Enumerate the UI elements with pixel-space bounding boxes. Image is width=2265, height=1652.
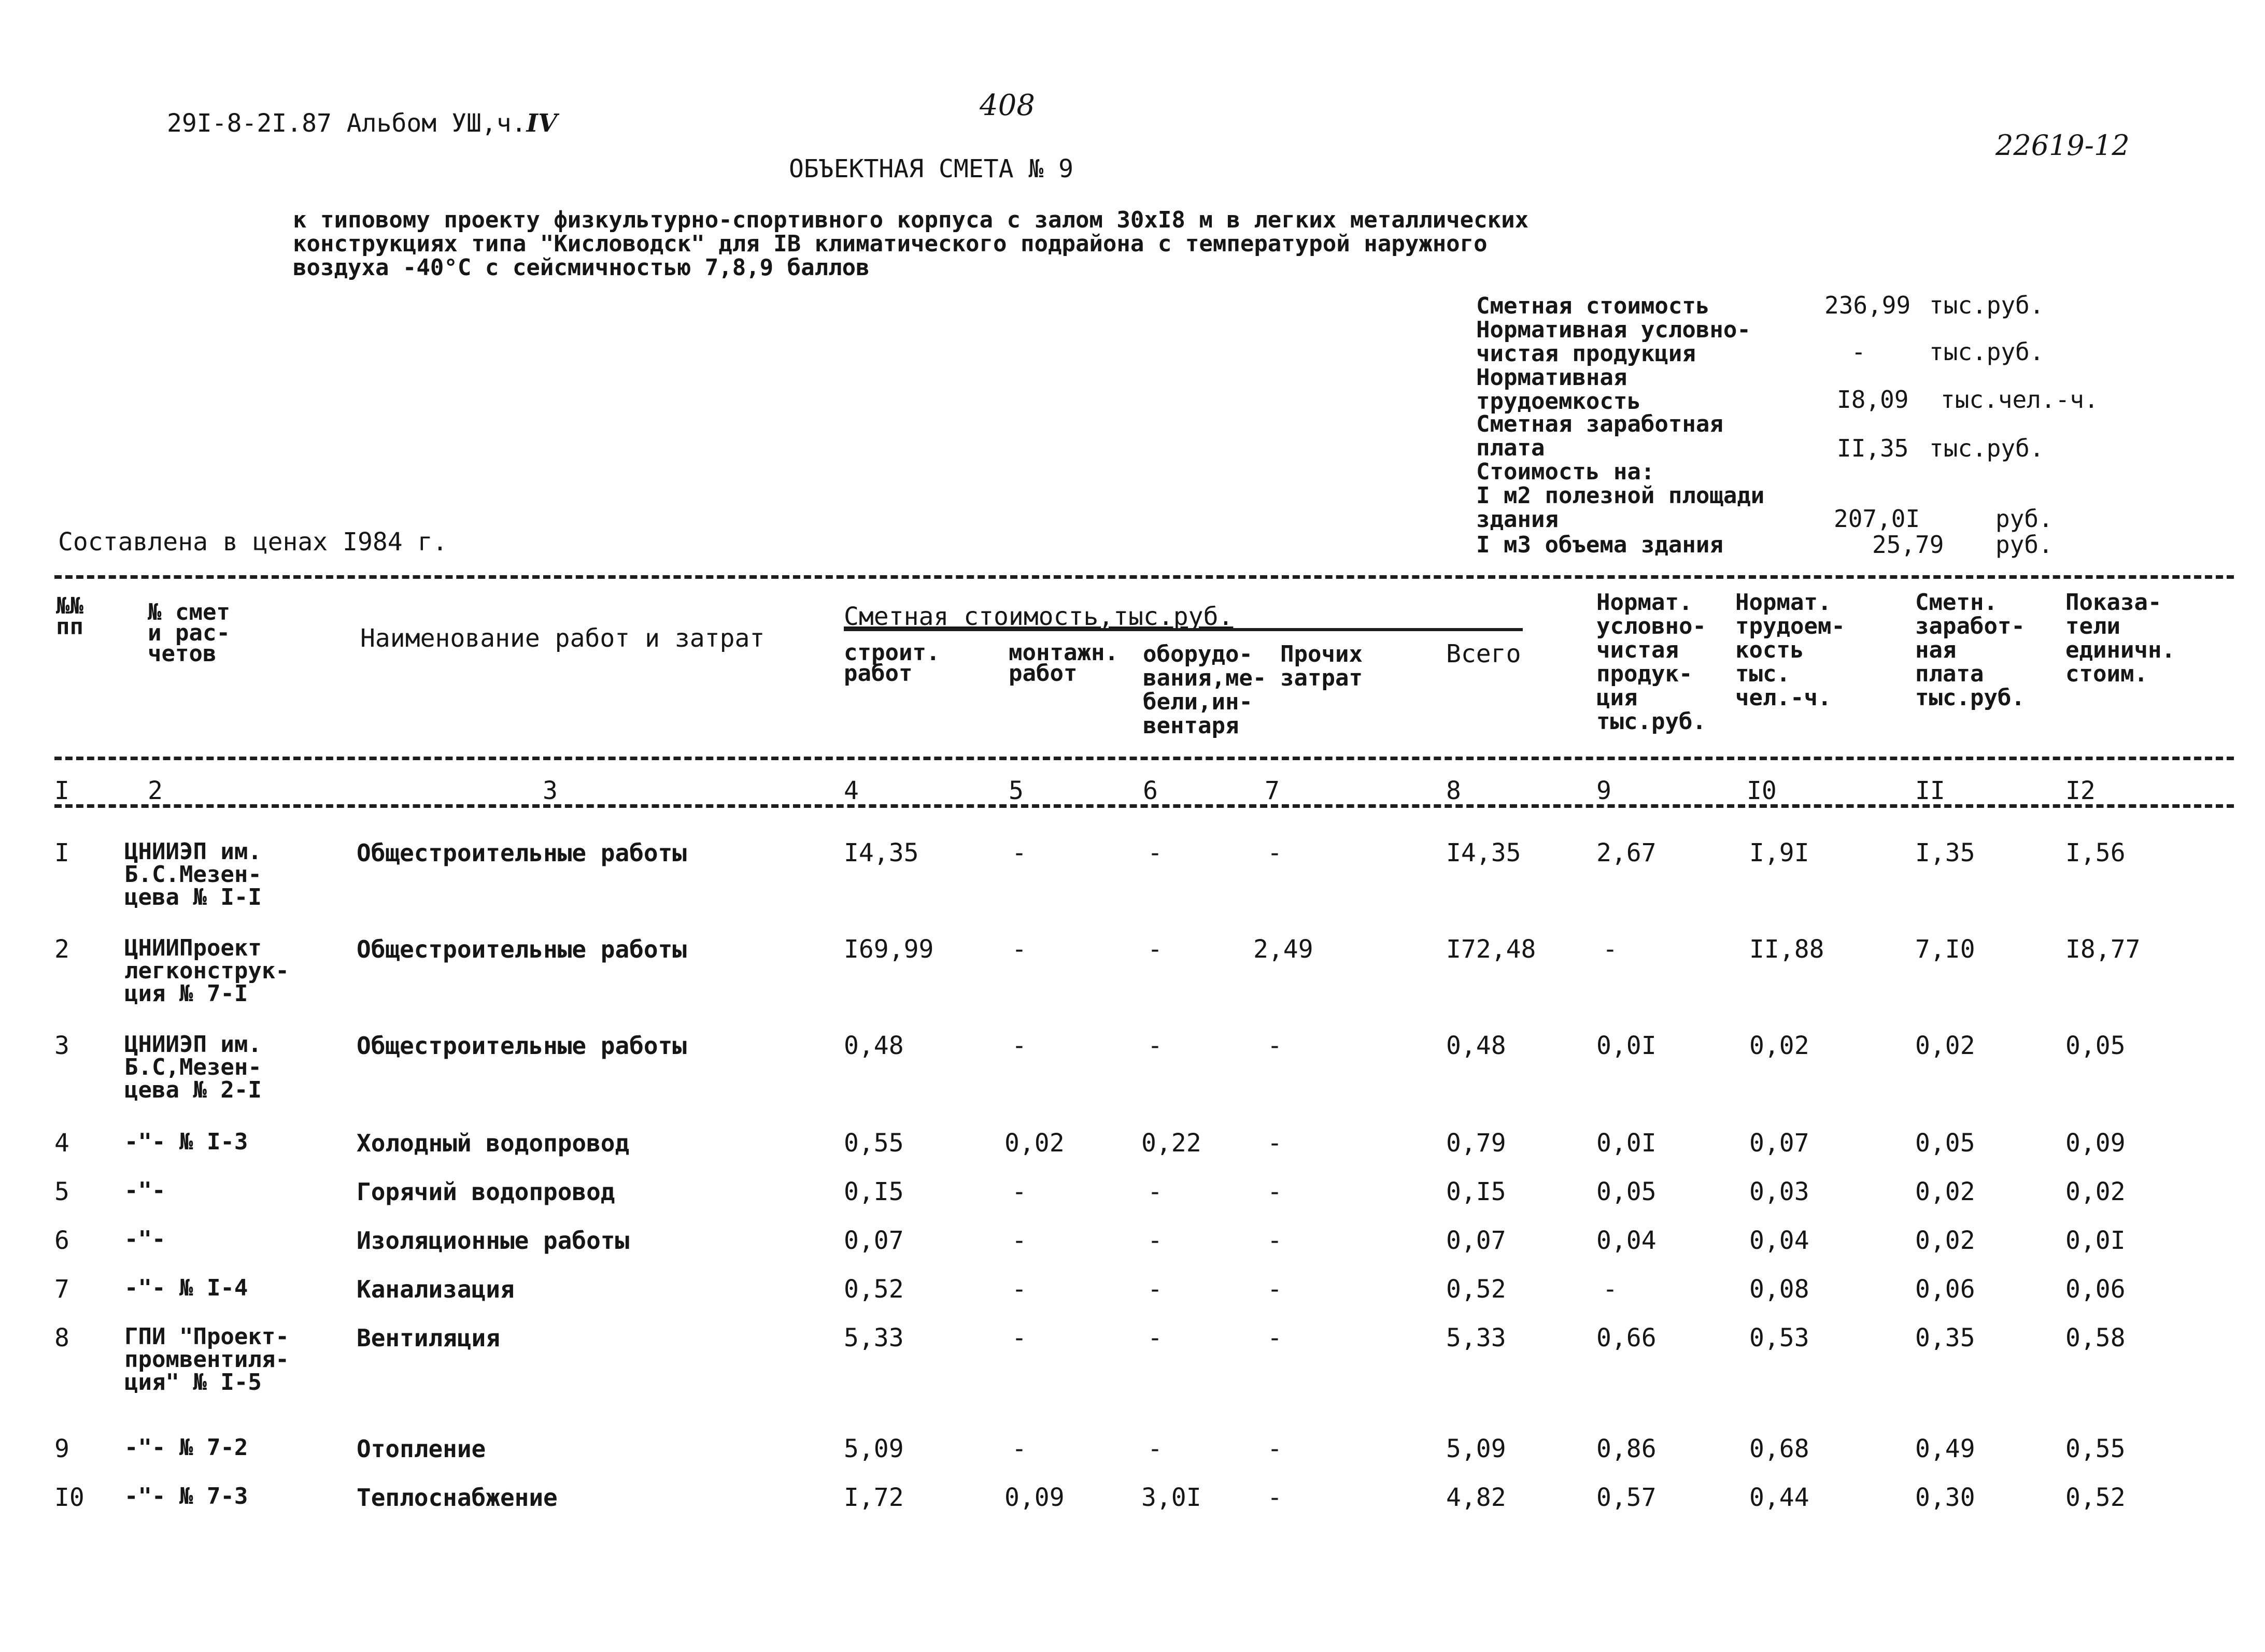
row-work-name: Канализация bbox=[357, 1275, 515, 1303]
row-cell-c6: - bbox=[1148, 935, 1163, 964]
col-header-wages: Сметн. заработ- ная плата тыс.руб. bbox=[1915, 589, 2025, 711]
column-numbers-divider bbox=[54, 804, 2234, 808]
row-cell-c7: - bbox=[1267, 838, 1282, 867]
row-cell-c8: 5,09 bbox=[1446, 1434, 1506, 1463]
row-cell-c4: 0,I5 bbox=[844, 1177, 904, 1206]
row-cell-c4: I,72 bbox=[844, 1483, 904, 1512]
subtitle-line-1: к типовому проекту физкультурно-спортивного корпуса с залом 30хI8 м в легких металлических bbox=[293, 207, 1529, 233]
row-estimate-ref: ЦНИИЭП им. Б.С.Мезен- цева № I-I bbox=[124, 838, 262, 910]
column-number: 6 bbox=[1143, 776, 1158, 805]
row-cell-c10: 0,03 bbox=[1749, 1177, 1809, 1206]
row-number: I0 bbox=[54, 1483, 84, 1512]
row-cell-c5: 0,09 bbox=[1004, 1483, 1065, 1512]
row-cell-c4: 5,09 bbox=[844, 1434, 904, 1463]
row-number: 6 bbox=[54, 1226, 69, 1255]
row-cell-c12: 0,55 bbox=[2065, 1434, 2126, 1463]
row-cell-c11: 0,06 bbox=[1915, 1275, 1975, 1304]
row-cell-c5: - bbox=[1012, 1275, 1027, 1304]
album-ref-text: 29I-8-2I.87 Альбом УШ,ч. bbox=[167, 109, 527, 138]
row-cell-c7: - bbox=[1267, 1483, 1282, 1512]
summary-unit: руб. bbox=[1995, 531, 2053, 559]
row-cell-c5: - bbox=[1012, 1177, 1027, 1206]
row-work-name: Общестроительные работы bbox=[357, 935, 687, 963]
row-cell-c10: 0,07 bbox=[1749, 1129, 1809, 1158]
row-cell-c10: 0,44 bbox=[1749, 1483, 1809, 1512]
row-cell-c9: 0,66 bbox=[1596, 1323, 1657, 1352]
row-cell-c8: 0,79 bbox=[1446, 1129, 1506, 1158]
row-number: 2 bbox=[54, 935, 69, 964]
row-cell-c9: 2,67 bbox=[1596, 838, 1657, 867]
row-cell-c11: 0,05 bbox=[1915, 1129, 1975, 1158]
row-number: 7 bbox=[54, 1275, 69, 1304]
col-header-num: №№ пп bbox=[56, 593, 83, 640]
column-number: 3 bbox=[543, 776, 558, 805]
column-number: 9 bbox=[1596, 776, 1611, 805]
row-work-name: Вентиляция bbox=[357, 1324, 500, 1352]
summary-label: Нормативная трудоемкость bbox=[1476, 364, 1641, 415]
row-cell-c5: - bbox=[1012, 1434, 1027, 1463]
row-cell-c8: 0,52 bbox=[1446, 1275, 1506, 1304]
row-work-name: Общестроительные работы bbox=[357, 839, 687, 867]
row-cell-c9: - bbox=[1603, 935, 1618, 964]
summary-label: Нормативная условно- чистая продукция bbox=[1476, 317, 1751, 367]
row-estimate-ref: ЦНИИПроект легконструк- ция № 7-I bbox=[124, 935, 289, 1007]
row-cell-c11: 0,35 bbox=[1915, 1323, 1975, 1352]
column-number: I bbox=[54, 776, 69, 805]
col-header-installation: монтажн. работ bbox=[1009, 639, 1119, 687]
summary-unit: тыс.чел.-ч. bbox=[1941, 386, 2099, 414]
col-header-total: Всего bbox=[1446, 639, 1521, 668]
row-estimate-ref: -"- № 7-2 bbox=[124, 1434, 248, 1461]
summary-label: Сметная заработная плата bbox=[1476, 411, 1723, 461]
row-cell-c6: - bbox=[1148, 1323, 1163, 1352]
row-cell-c11: 0,49 bbox=[1915, 1434, 1975, 1463]
summary-label: I м3 объема здания bbox=[1476, 532, 1723, 558]
row-estimate-ref: -"- № I-3 bbox=[124, 1129, 248, 1155]
row-cell-c12: I8,77 bbox=[2065, 935, 2141, 964]
column-number: II bbox=[1915, 776, 1945, 805]
summary-label: Стоимость на: I м2 полезной площади здания bbox=[1476, 459, 1765, 533]
row-cell-c10: 0,68 bbox=[1749, 1434, 1809, 1463]
row-cell-c11: 0,02 bbox=[1915, 1031, 1975, 1060]
row-cell-c6: - bbox=[1148, 1434, 1163, 1463]
row-cell-c5: - bbox=[1012, 1226, 1027, 1255]
subtitle-line-3: воздуха -40°С с сейсмичностью 7,8,9 баллов bbox=[293, 254, 870, 281]
row-cell-c12: 0,02 bbox=[2065, 1177, 2126, 1206]
prices-note: Составлена в ценах I984 г. bbox=[58, 528, 448, 557]
column-number: 4 bbox=[844, 776, 859, 805]
row-work-name: Горячий водопровод bbox=[357, 1178, 615, 1206]
summary-value: 207,0I bbox=[1834, 505, 1920, 533]
row-cell-c9: 0,04 bbox=[1596, 1226, 1657, 1255]
document-title: ОБЪЕКТНАЯ СМЕТА № 9 bbox=[789, 154, 1074, 183]
row-cell-c7: - bbox=[1267, 1434, 1282, 1463]
row-cell-c5: - bbox=[1012, 1031, 1027, 1060]
row-work-name: Изоляционные работы bbox=[357, 1227, 630, 1255]
row-number: 9 bbox=[54, 1434, 69, 1463]
subtitle-line-2: конструкциях типа "Кисловодск" для IВ климатического подрайона с температурой наружного bbox=[293, 231, 1488, 257]
header-bottom-divider bbox=[54, 757, 2234, 760]
summary-unit: руб. bbox=[1995, 505, 2053, 533]
summary-label: Сметная стоимость bbox=[1476, 293, 1710, 319]
row-cell-c7: - bbox=[1267, 1275, 1282, 1304]
row-work-name: Холодный водопровод bbox=[357, 1129, 630, 1157]
row-estimate-ref: -"- № 7-3 bbox=[124, 1483, 248, 1509]
summary-value: 25,79 bbox=[1872, 531, 1944, 559]
row-number: 4 bbox=[54, 1129, 69, 1158]
col-header-other: Прочих затрат bbox=[1280, 641, 1363, 691]
summary-value: I8,09 bbox=[1837, 386, 1909, 414]
col-header-name: Наименование работ и затрат bbox=[360, 624, 765, 653]
row-work-name: Теплоснабжение bbox=[357, 1484, 558, 1512]
album-part-handwritten: IV bbox=[526, 109, 558, 138]
row-cell-c5: - bbox=[1012, 838, 1027, 867]
row-cell-c4: 0,48 bbox=[844, 1031, 904, 1060]
row-cell-c10: 0,08 bbox=[1749, 1275, 1809, 1304]
column-number: 7 bbox=[1265, 776, 1280, 805]
row-cell-c8: 0,07 bbox=[1446, 1226, 1506, 1255]
col-header-net-product: Нормат. условно- чистая продук- ция тыс.руб. bbox=[1596, 589, 1706, 735]
row-cell-c5: 0,02 bbox=[1004, 1129, 1065, 1158]
row-cell-c5: - bbox=[1012, 1323, 1027, 1352]
row-number: 3 bbox=[54, 1031, 69, 1060]
row-cell-c6: - bbox=[1148, 1177, 1163, 1206]
col-header-equipment: оборудо- вания,ме- бели,ин- вентаря bbox=[1143, 641, 1267, 739]
row-cell-c11: 0,02 bbox=[1915, 1226, 1975, 1255]
row-cell-c5: - bbox=[1012, 935, 1027, 964]
row-estimate-ref: -"- № I-4 bbox=[124, 1275, 248, 1301]
row-cell-c8: I72,48 bbox=[1446, 935, 1536, 964]
column-number: 8 bbox=[1446, 776, 1461, 805]
summary-unit: тыс.руб. bbox=[1929, 434, 2044, 462]
row-work-name: Отопление bbox=[357, 1435, 486, 1463]
row-cell-c7: 2,49 bbox=[1253, 935, 1313, 964]
row-cell-c4: 0,52 bbox=[844, 1275, 904, 1304]
row-cell-c7: - bbox=[1267, 1323, 1282, 1352]
column-number: I0 bbox=[1747, 776, 1777, 805]
row-cell-c8: I4,35 bbox=[1446, 838, 1521, 867]
row-cell-c6: - bbox=[1148, 838, 1163, 867]
row-cell-c7: - bbox=[1267, 1226, 1282, 1255]
row-cell-c7: - bbox=[1267, 1031, 1282, 1060]
row-cell-c12: 0,0I bbox=[2065, 1226, 2126, 1255]
row-cell-c12: 0,58 bbox=[2065, 1323, 2126, 1352]
row-cell-c10: 0,04 bbox=[1749, 1226, 1809, 1255]
header-top-divider bbox=[54, 575, 2234, 579]
row-number: I bbox=[54, 838, 69, 867]
row-cell-c4: I69,99 bbox=[844, 935, 934, 964]
row-work-name: Общестроительные работы bbox=[357, 1032, 687, 1060]
col-header-construction: строит. работ bbox=[844, 639, 940, 687]
row-estimate-ref: ГПИ "Проект- промвентиля- ция" № I-5 bbox=[124, 1323, 289, 1395]
cost-group-rule bbox=[844, 628, 1523, 631]
row-cell-c4: I4,35 bbox=[844, 838, 919, 867]
row-cell-c6: - bbox=[1148, 1031, 1163, 1060]
row-cell-c12: 0,05 bbox=[2065, 1031, 2126, 1060]
row-cell-c11: 0,30 bbox=[1915, 1483, 1975, 1512]
row-cell-c7: - bbox=[1267, 1129, 1282, 1158]
row-cell-c11: 7,I0 bbox=[1915, 935, 1975, 964]
summary-value: 236,99 bbox=[1824, 291, 1911, 319]
row-cell-c8: 0,48 bbox=[1446, 1031, 1506, 1060]
row-cell-c4: 5,33 bbox=[844, 1323, 904, 1352]
summary-value: - bbox=[1851, 338, 1866, 366]
row-cell-c8: 4,82 bbox=[1446, 1483, 1506, 1512]
column-number: 5 bbox=[1009, 776, 1024, 805]
column-number: I2 bbox=[2065, 776, 2096, 805]
row-cell-c9: 0,0I bbox=[1596, 1129, 1657, 1158]
row-cell-c6: 3,0I bbox=[1141, 1483, 1201, 1512]
row-number: 8 bbox=[54, 1323, 69, 1352]
column-number: 2 bbox=[148, 776, 163, 805]
col-header-cost-group: Сметная стоимость,тыс.руб. bbox=[844, 602, 1234, 631]
document-code: 22619-12 bbox=[1995, 129, 2130, 162]
row-cell-c4: 0,55 bbox=[844, 1129, 904, 1158]
row-cell-c8: 5,33 bbox=[1446, 1323, 1506, 1352]
row-cell-c12: 0,52 bbox=[2065, 1483, 2126, 1512]
row-estimate-ref: -"- bbox=[124, 1177, 166, 1204]
page-number: 408 bbox=[980, 89, 1035, 122]
row-cell-c7: - bbox=[1267, 1177, 1282, 1206]
row-cell-c6: 0,22 bbox=[1141, 1129, 1201, 1158]
row-cell-c9: 0,0I bbox=[1596, 1031, 1657, 1060]
album-reference bbox=[167, 111, 557, 136]
row-cell-c10: 0,02 bbox=[1749, 1031, 1809, 1060]
row-estimate-ref: -"- bbox=[124, 1226, 166, 1252]
row-cell-c10: II,88 bbox=[1749, 935, 1824, 964]
col-header-estimate: № смет и рас- четов bbox=[148, 599, 230, 667]
row-cell-c9: 0,57 bbox=[1596, 1483, 1657, 1512]
row-cell-c12: I,56 bbox=[2065, 838, 2126, 867]
col-header-labor: Нормат. трудоем- кость тыс. чел.-ч. bbox=[1735, 589, 1845, 711]
row-cell-c11: 0,02 bbox=[1915, 1177, 1975, 1206]
row-cell-c12: 0,09 bbox=[2065, 1129, 2126, 1158]
row-cell-c8: 0,I5 bbox=[1446, 1177, 1506, 1206]
row-cell-c9: 0,86 bbox=[1596, 1434, 1657, 1463]
col-header-unit-cost: Показа- тели единичн. стоим. bbox=[2065, 589, 2175, 687]
row-cell-c9: - bbox=[1603, 1275, 1618, 1304]
row-cell-c6: - bbox=[1148, 1226, 1163, 1255]
row-cell-c11: I,35 bbox=[1915, 838, 1975, 867]
row-cell-c10: I,9I bbox=[1749, 838, 1809, 867]
summary-value: II,35 bbox=[1837, 434, 1909, 462]
row-estimate-ref: ЦНИИЭП им. Б.С,Мезен- цева № 2-I bbox=[124, 1031, 262, 1103]
row-cell-c10: 0,53 bbox=[1749, 1323, 1809, 1352]
row-cell-c6: - bbox=[1148, 1275, 1163, 1304]
row-number: 5 bbox=[54, 1177, 69, 1206]
summary-unit: тыс.руб. bbox=[1929, 291, 2044, 319]
summary-unit: тыс.руб. bbox=[1929, 338, 2044, 366]
row-cell-c4: 0,07 bbox=[844, 1226, 904, 1255]
row-cell-c9: 0,05 bbox=[1596, 1177, 1657, 1206]
row-cell-c12: 0,06 bbox=[2065, 1275, 2126, 1304]
